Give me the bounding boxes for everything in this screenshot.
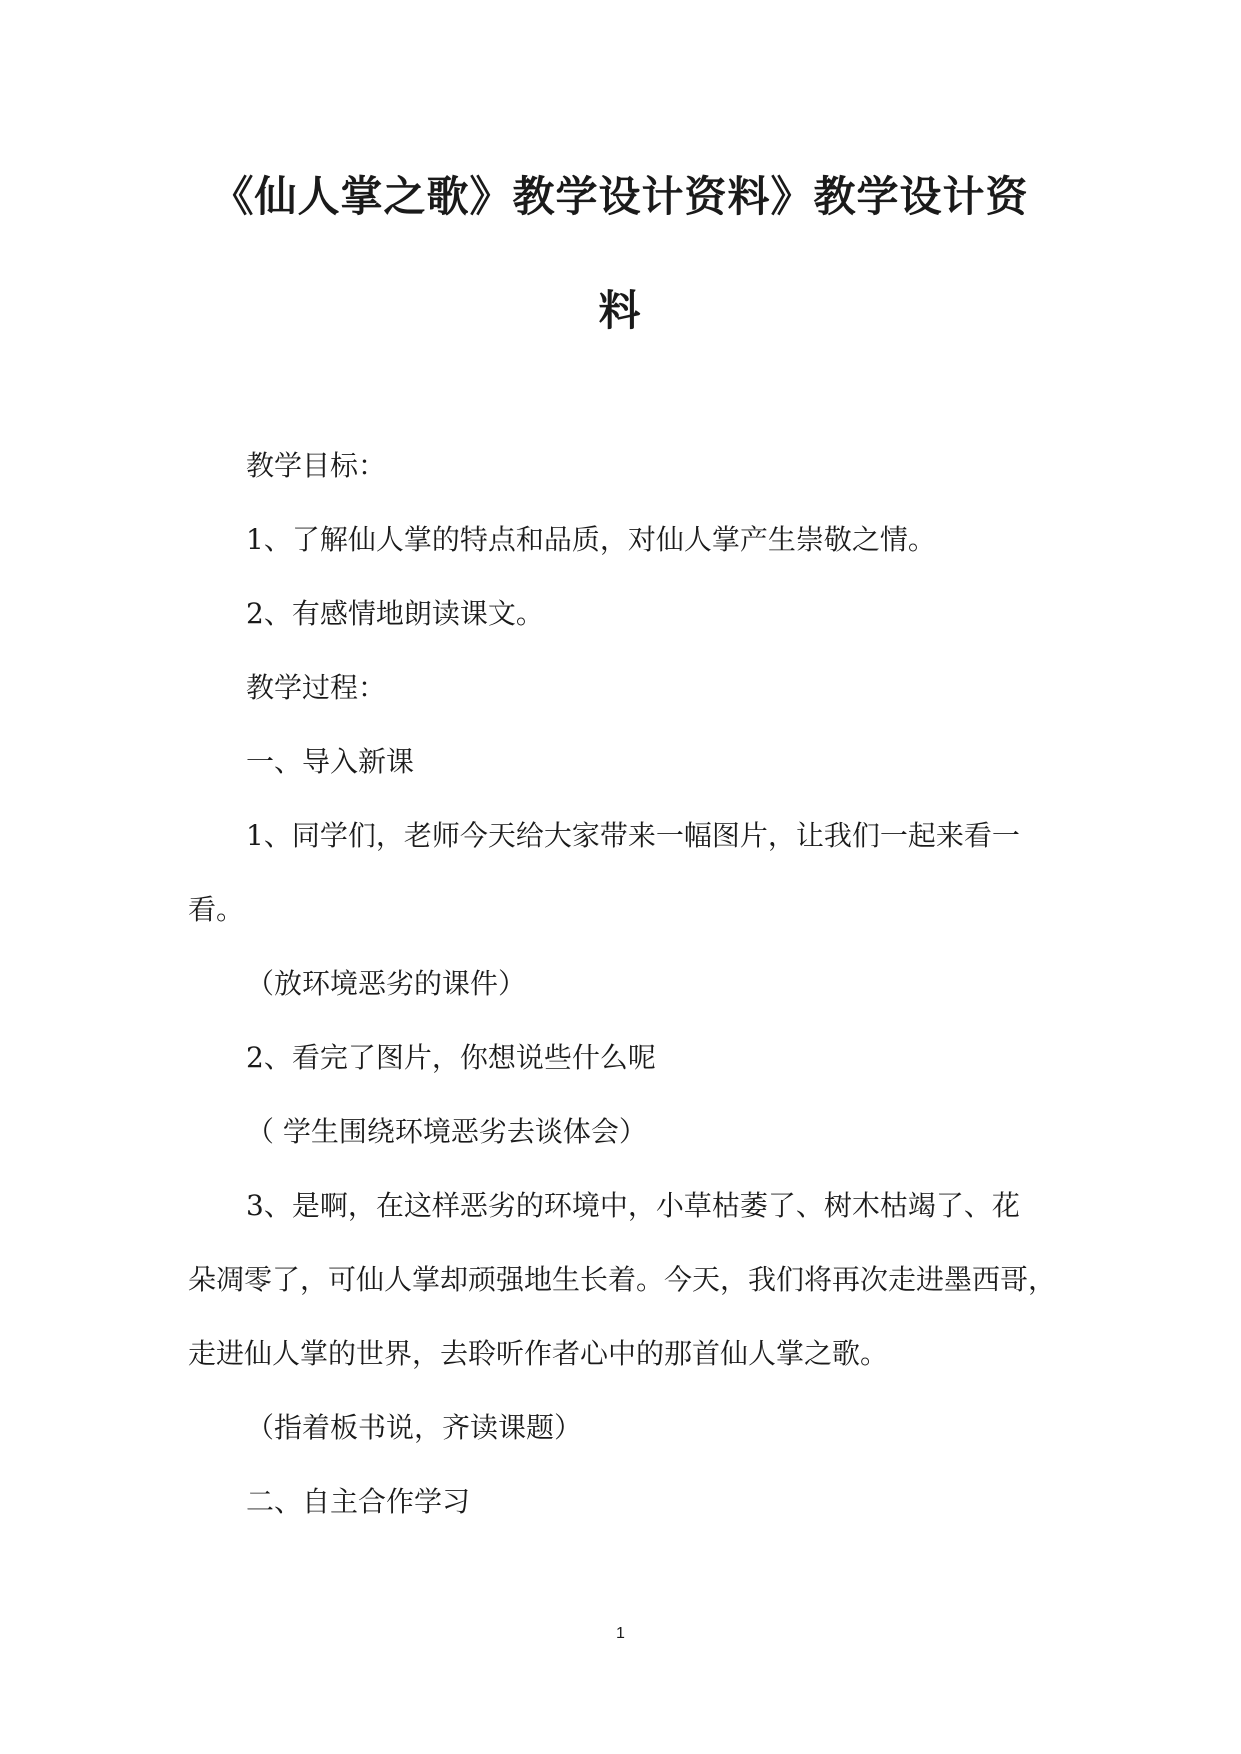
objective-item: 1、了解仙人掌的特点和品质，对仙人掌产生崇敬之情。 [246, 523, 936, 556]
subsection-heading: 二、自主合作学习 [246, 1485, 471, 1518]
title-line-2: 料 [598, 286, 642, 335]
subsection-heading: 一、导入新课 [246, 745, 415, 778]
paragraph-line: 2、看完了图片，你想说些什么呢 [246, 1041, 656, 1074]
paragraph-line: 走进仙人掌的世界，去聆听作者心中的那首仙人掌之歌。 [188, 1337, 889, 1370]
section-heading-process: 教学过程： [246, 671, 387, 704]
document-title [190, 140, 1050, 368]
paragraph-line: 朵凋零了，可仙人掌却顽强地生长着。今天，我们将再次走进墨西哥， [188, 1263, 1057, 1296]
paragraph-line: 1、同学们，老师今天给大家带来一幅图片，让我们一起来看一 [246, 819, 1020, 852]
section-heading-objectives: 教学目标： [246, 449, 387, 482]
paragraph-line: 3、是啊，在这样恶劣的环境中，小草枯萎了、树木枯竭了、花 [246, 1189, 1020, 1222]
paragraph-line: （放环境恶劣的课件） [246, 967, 527, 1000]
paragraph-line: 看。 [188, 893, 245, 926]
page-number: 1 [616, 1625, 625, 1642]
paragraph-line: （指着板书说，齐读课题） [246, 1411, 583, 1444]
paragraph-line: （ 学生围绕环境恶劣去谈体会） [246, 1115, 647, 1148]
title-line-1: 《仙人掌之歌》教学设计资料》教学设计资 [211, 172, 1029, 221]
objective-item: 2、有感情地朗读课文。 [246, 597, 544, 630]
